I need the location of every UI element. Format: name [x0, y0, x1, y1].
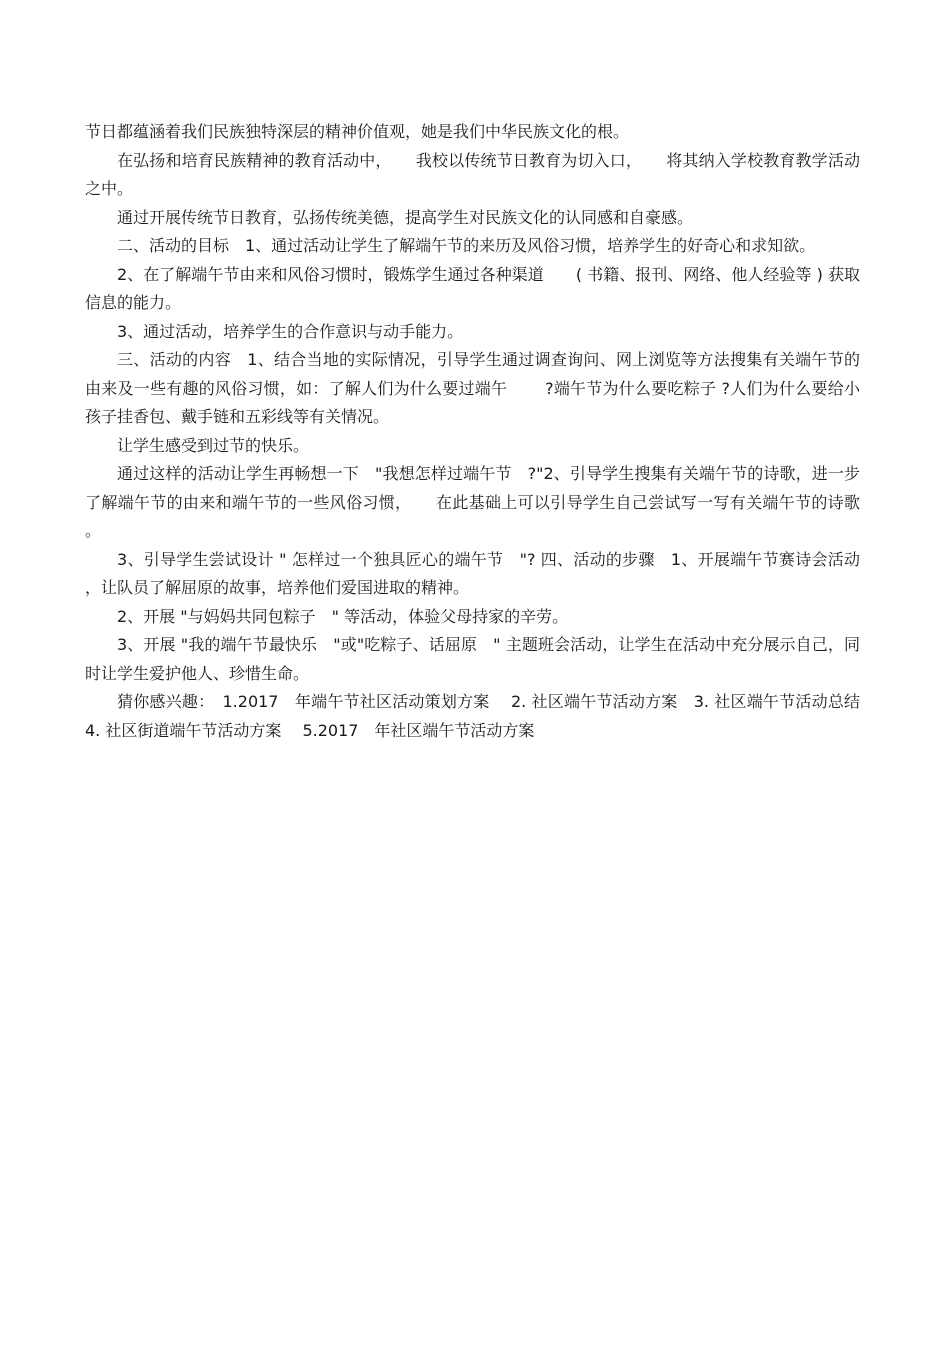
- paragraph-activity-steps: 3、引导学生尝试设计 " 怎样过一个独具匠心的端午节 "? 四、活动的步骤 1、开展端午节赛诗会活动，让队员了解屈原的故事，培养他们爱国进取的精神。: [85, 549, 860, 597]
- document-body: [85, 118, 877, 745]
- paragraph-traditional-festival: 通过开展传统节日教育，弘扬传统美德，提高学生对民族文化的认同感和自豪感。: [117, 207, 694, 227]
- paragraph-education-activity: 在弘扬和培育民族精神的教育活动中， 我校以传统节日教育为切入口， 将其纳入学校教育教学活动之中。: [85, 150, 860, 198]
- paragraph-goal-3: 3、通过活动，培养学生的合作意识与动手能力。: [117, 321, 464, 341]
- paragraph-activity-content: 三、活动的内容 1、结合当地的实际情况，引导学生通过调查询问、网上浏览等方法搜集有关端午节的由来及一些有趣的风俗习惯，如：了解人们为什么要过端午 ?端午节为什么要吃粽子 ?人们为什么要给小孩子挂香包、戴手链和五彩线等有关情况。: [85, 350, 860, 426]
- paragraph-goal-2: 2、在了解端午节由来和风俗习惯时，锻炼学生通过各种渠道 ( 书籍、报刊、网络、他人经验等 ) 获取信息的能力。: [85, 264, 860, 312]
- paragraph-continuation: 节日都蕴涵着我们民族独特深层的精神价值观，她是我们中华民族文化的根。: [85, 122, 630, 141]
- paragraph-festival-joy: 让学生感受到过节的快乐。: [117, 435, 310, 455]
- paragraph-poems: 通过这样的活动让学生再畅想一下 "我想怎样过端午节 ?"2、引导学生搜集有关端午节的诗歌，进一步了解端午节的由来和端午节的一些风俗习惯， 在此基础上可以引导学生自己尝试写一写有关端午节的诗歌。: [85, 464, 860, 540]
- paragraph-zongzi: 2、开展 "与妈妈共同包粽子 " 等活动，体验父母持家的辛劳。: [117, 606, 569, 626]
- paragraph-class-meeting: 3、开展 "我的端午节最快乐 "或"吃粽子、话屈原 " 主题班会活动，让学生在活动中充分展示自己，同时让学生爱护他人、珍惜生命。: [85, 635, 860, 683]
- paragraph-related-links: 猜你感兴趣： 1.2017 年端午节社区活动策划方案 2. 社区端午节活动方案 3. 社区端午节活动总结 4. 社区街道端午节活动方案 5.2017 年社区端午节活动方案: [85, 692, 877, 740]
- paragraph-activity-goals: 二、活动的目标 1、通过活动让学生了解端午节的来历及风俗习惯，培养学生的好奇心和求知欲。: [117, 236, 816, 255]
